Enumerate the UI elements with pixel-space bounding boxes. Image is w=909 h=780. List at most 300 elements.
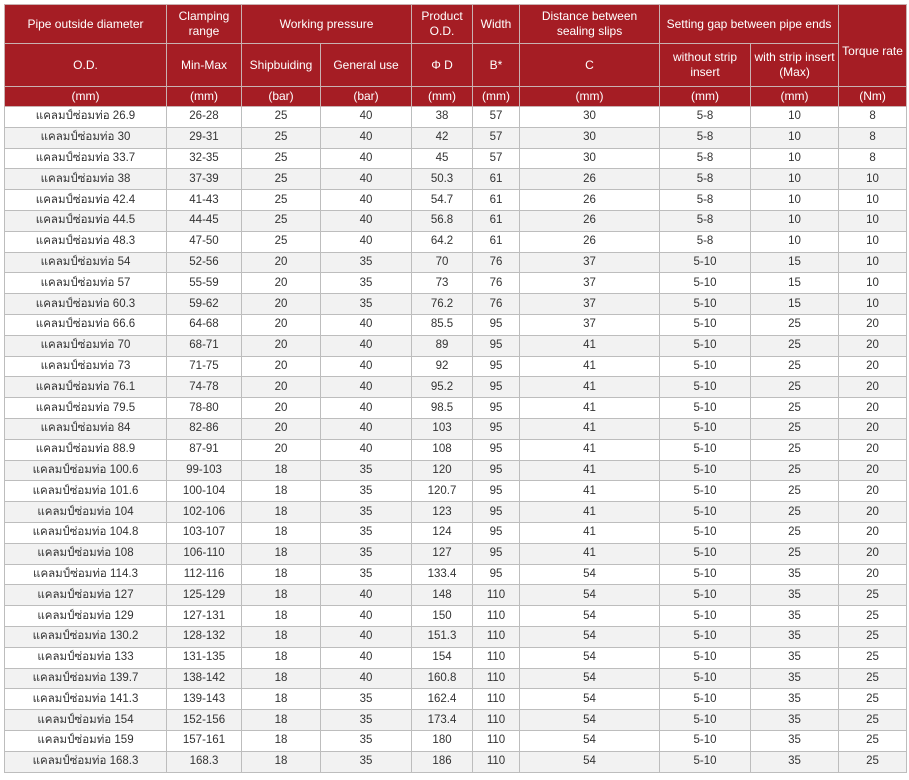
pipe-od-cell: แคลมป์ซ่อมท่อ 48.3 (5, 231, 167, 252)
clamping-range-cell: 71-75 (167, 356, 242, 377)
pipe-od-cell: แคลมป์ซ่อมท่อ 127 (5, 585, 167, 606)
gap-with-cell: 10 (751, 231, 839, 252)
torque-cell: 10 (839, 273, 907, 294)
pipe-od-cell: แคลมป์ซ่อมท่อ 141.3 (5, 689, 167, 710)
distance-cell: 54 (520, 668, 660, 689)
clamping-range-cell: 103-107 (167, 522, 242, 543)
width-cell: 95 (473, 522, 520, 543)
torque-cell: 25 (839, 730, 907, 751)
table-row (5, 169, 907, 190)
product-od-cell: 64.2 (412, 231, 473, 252)
gap-with-cell: 35 (751, 689, 839, 710)
shipbuilding-pressure-cell: 20 (242, 439, 321, 460)
unit-torque: (Nm) (839, 87, 907, 107)
spec-table (4, 4, 907, 773)
distance-cell: 54 (520, 730, 660, 751)
general-pressure-cell: 40 (321, 647, 412, 668)
product-od-cell: 148 (412, 585, 473, 606)
pipe-od-cell: แคลมป์ซ่อมท่อ 73 (5, 356, 167, 377)
gap-with-cell: 10 (751, 148, 839, 169)
pipe-od-cell: แคลมป์ซ่อมท่อ 42.4 (5, 190, 167, 211)
torque-cell: 20 (839, 460, 907, 481)
shipbuilding-pressure-cell: 18 (242, 522, 321, 543)
pipe-od-cell: แคลมป์ซ่อมท่อ 30 (5, 127, 167, 148)
product-od-cell: 56.8 (412, 210, 473, 231)
table-row (5, 606, 907, 627)
distance-cell: 37 (520, 294, 660, 315)
shipbuilding-pressure-cell: 25 (242, 148, 321, 169)
width-cell: 110 (473, 689, 520, 710)
general-pressure-cell: 35 (321, 543, 412, 564)
torque-cell: 20 (839, 314, 907, 335)
clamping-range-cell: 52-56 (167, 252, 242, 273)
pipe-od-cell: แคลมป์ซ่อมท่อ 88.9 (5, 439, 167, 460)
width-cell: 110 (473, 668, 520, 689)
product-od-cell: 85.5 (412, 314, 473, 335)
general-pressure-cell: 35 (321, 460, 412, 481)
gap-without-cell: 5-10 (660, 398, 751, 419)
shipbuilding-pressure-cell: 18 (242, 668, 321, 689)
unit-general: (bar) (321, 87, 412, 107)
torque-cell: 8 (839, 107, 907, 128)
gap-with-cell: 35 (751, 668, 839, 689)
width-cell: 76 (473, 252, 520, 273)
torque-cell: 20 (839, 439, 907, 460)
gap-without-cell: 5-10 (660, 710, 751, 731)
torque-cell: 20 (839, 502, 907, 523)
width-cell: 57 (473, 127, 520, 148)
distance-cell: 54 (520, 689, 660, 710)
shipbuilding-pressure-cell: 20 (242, 314, 321, 335)
general-pressure-cell: 35 (321, 252, 412, 273)
torque-cell: 10 (839, 190, 907, 211)
minmax-subheader: Min-Max (167, 44, 242, 87)
clamping-range-cell: 102-106 (167, 502, 242, 523)
general-pressure-cell: 40 (321, 314, 412, 335)
shipbuilding-pressure-cell: 18 (242, 647, 321, 668)
gap-with-cell: 35 (751, 710, 839, 731)
distance-cell: 54 (520, 606, 660, 627)
clamping-range-cell: 64-68 (167, 314, 242, 335)
shipbuilding-pressure-cell: 18 (242, 689, 321, 710)
gap-without-cell: 5-10 (660, 564, 751, 585)
clamping-range-cell: 68-71 (167, 335, 242, 356)
c-subheader: C (520, 44, 660, 87)
general-pressure-cell: 40 (321, 439, 412, 460)
clamping-range-cell: 82-86 (167, 418, 242, 439)
gap-with-cell: 35 (751, 626, 839, 647)
product-od-cell: 133.4 (412, 564, 473, 585)
width-cell: 95 (473, 502, 520, 523)
gap-without-cell: 5-8 (660, 231, 751, 252)
clamping-range-cell: 125-129 (167, 585, 242, 606)
shipbuilding-pressure-cell: 25 (242, 231, 321, 252)
gap-with-cell: 35 (751, 647, 839, 668)
torque-cell: 10 (839, 252, 907, 273)
gap-with-cell: 25 (751, 522, 839, 543)
shipbuilding-pressure-cell: 20 (242, 356, 321, 377)
product-od-cell: 42 (412, 127, 473, 148)
gap-with-cell: 10 (751, 169, 839, 190)
clamping-range-cell: 152-156 (167, 710, 242, 731)
distance-cell: 30 (520, 127, 660, 148)
gap-without-cell: 5-10 (660, 522, 751, 543)
working-pressure-header: Working pressure (242, 5, 412, 44)
distance-cell: 41 (520, 522, 660, 543)
product-od-cell: 120.7 (412, 481, 473, 502)
unit-without: (mm) (660, 87, 751, 107)
table-row (5, 252, 907, 273)
torque-cell: 25 (839, 606, 907, 627)
general-pressure-cell: 40 (321, 398, 412, 419)
shipbuilding-pressure-cell: 20 (242, 335, 321, 356)
distance-cell: 54 (520, 751, 660, 772)
gap-with-cell: 25 (751, 314, 839, 335)
gap-with-cell: 10 (751, 107, 839, 128)
general-pressure-cell: 40 (321, 127, 412, 148)
table-row (5, 398, 907, 419)
clamping-range-cell: 168.3 (167, 751, 242, 772)
shipbuilding-pressure-cell: 25 (242, 190, 321, 211)
gap-without-cell: 5-8 (660, 210, 751, 231)
table-row (5, 210, 907, 231)
shipbuilding-pressure-cell: 20 (242, 398, 321, 419)
general-pressure-cell: 35 (321, 502, 412, 523)
gap-without-cell: 5-10 (660, 481, 751, 502)
shipbuilding-pressure-cell: 20 (242, 418, 321, 439)
width-cell: 110 (473, 751, 520, 772)
pipe-od-cell: แคลมป์ซ่อมท่อ 159 (5, 730, 167, 751)
gap-with-cell: 10 (751, 190, 839, 211)
distance-cell: 26 (520, 190, 660, 211)
gap-with-cell: 35 (751, 606, 839, 627)
table-row (5, 107, 907, 128)
table-row (5, 668, 907, 689)
gap-without-cell: 5-10 (660, 689, 751, 710)
shipbuilding-pressure-cell: 20 (242, 273, 321, 294)
torque-cell: 20 (839, 481, 907, 502)
clamping-range-header: Clamping range (167, 5, 242, 44)
gap-without-cell: 5-8 (660, 127, 751, 148)
table-body (5, 107, 907, 773)
gap-without-cell: 5-10 (660, 314, 751, 335)
product-od-cell: 50.3 (412, 169, 473, 190)
width-cell: 95 (473, 439, 520, 460)
gap-with-cell: 35 (751, 564, 839, 585)
gap-with-cell: 25 (751, 418, 839, 439)
general-pressure-cell: 40 (321, 418, 412, 439)
table-row (5, 689, 907, 710)
general-pressure-cell: 35 (321, 522, 412, 543)
torque-cell: 8 (839, 148, 907, 169)
gap-with-cell: 25 (751, 335, 839, 356)
pipe-od-cell: แคลมป์ซ่อมท่อ 104.8 (5, 522, 167, 543)
gap-without-cell: 5-10 (660, 460, 751, 481)
gap-with-cell: 25 (751, 481, 839, 502)
general-pressure-cell: 40 (321, 335, 412, 356)
torque-cell: 20 (839, 418, 907, 439)
product-od-cell: 76.2 (412, 294, 473, 315)
distance-cell: 37 (520, 314, 660, 335)
table-row (5, 294, 907, 315)
torque-cell: 20 (839, 522, 907, 543)
gap-with-cell: 25 (751, 377, 839, 398)
clamping-range-cell: 112-116 (167, 564, 242, 585)
torque-cell: 20 (839, 356, 907, 377)
torque-cell: 25 (839, 689, 907, 710)
width-cell: 110 (473, 647, 520, 668)
general-pressure-cell: 40 (321, 356, 412, 377)
table-row (5, 585, 907, 606)
gap-without-cell: 5-10 (660, 273, 751, 294)
unit-with: (mm) (751, 87, 839, 107)
distance-cell: 41 (520, 502, 660, 523)
product-od-cell: 92 (412, 356, 473, 377)
width-cell: 95 (473, 564, 520, 585)
unit-distance: (mm) (520, 87, 660, 107)
distance-cell: 41 (520, 439, 660, 460)
clamping-range-cell: 47-50 (167, 231, 242, 252)
table-row (5, 231, 907, 252)
clamping-range-cell: 74-78 (167, 377, 242, 398)
width-cell: 110 (473, 585, 520, 606)
distance-cell: 54 (520, 626, 660, 647)
gap-with-cell: 35 (751, 751, 839, 772)
clamping-range-cell: 128-132 (167, 626, 242, 647)
torque-cell: 25 (839, 626, 907, 647)
unit-shipbuilding: (bar) (242, 87, 321, 107)
b-subheader: B* (473, 44, 520, 87)
pipe-od-cell: แคลมป์ซ่อมท่อ 66.6 (5, 314, 167, 335)
table-row (5, 543, 907, 564)
gap-without-cell: 5-10 (660, 356, 751, 377)
general-pressure-cell: 40 (321, 606, 412, 627)
shipbuilding-pressure-cell: 18 (242, 564, 321, 585)
gap-without-cell: 5-10 (660, 543, 751, 564)
table-row (5, 127, 907, 148)
general-pressure-cell: 40 (321, 210, 412, 231)
clamping-range-cell: 99-103 (167, 460, 242, 481)
gap-without-cell: 5-8 (660, 190, 751, 211)
pipe-od-cell: แคลมป์ซ่อมท่อ 168.3 (5, 751, 167, 772)
table-row (5, 502, 907, 523)
shipbuilding-pressure-cell: 18 (242, 481, 321, 502)
clamping-range-cell: 138-142 (167, 668, 242, 689)
general-pressure-cell: 40 (321, 377, 412, 398)
gap-without-cell: 5-10 (660, 751, 751, 772)
clamping-range-cell: 139-143 (167, 689, 242, 710)
distance-cell: 54 (520, 647, 660, 668)
pipe-od-cell: แคลมป์ซ่อมท่อ 139.7 (5, 668, 167, 689)
distance-cell: 54 (520, 564, 660, 585)
width-cell: 110 (473, 606, 520, 627)
table-row (5, 190, 907, 211)
width-cell: 95 (473, 543, 520, 564)
gap-without-cell: 5-8 (660, 107, 751, 128)
width-cell: 61 (473, 231, 520, 252)
pipe-od-cell: แคลมป์ซ่อมท่อ 130.2 (5, 626, 167, 647)
width-cell: 95 (473, 481, 520, 502)
general-pressure-cell: 35 (321, 710, 412, 731)
general-pressure-cell: 35 (321, 564, 412, 585)
unit-clamping: (mm) (167, 87, 242, 107)
shipbuilding-pressure-cell: 18 (242, 543, 321, 564)
shipbuilding-pressure-cell: 25 (242, 107, 321, 128)
gap-without-cell: 5-10 (660, 606, 751, 627)
clamping-range-cell: 55-59 (167, 273, 242, 294)
general-pressure-cell: 35 (321, 481, 412, 502)
torque-cell: 8 (839, 127, 907, 148)
pipe-od-cell: แคลมป์ซ่อมท่อ 44.5 (5, 210, 167, 231)
clamping-range-cell: 157-161 (167, 730, 242, 751)
general-pressure-cell: 40 (321, 107, 412, 128)
gap-without-cell: 5-10 (660, 626, 751, 647)
width-cell: 95 (473, 356, 520, 377)
width-cell: 61 (473, 169, 520, 190)
general-pressure-cell: 35 (321, 294, 412, 315)
product-od-cell: 89 (412, 335, 473, 356)
phi-d-subheader: Φ D (412, 44, 473, 87)
width-cell: 110 (473, 626, 520, 647)
general-pressure-cell: 40 (321, 668, 412, 689)
general-pressure-cell: 40 (321, 169, 412, 190)
gap-without-cell: 5-10 (660, 252, 751, 273)
clamping-range-cell: 87-91 (167, 439, 242, 460)
gap-with-cell: 25 (751, 543, 839, 564)
pipe-od-cell: แคลมป์ซ่อมท่อ 54 (5, 252, 167, 273)
pipe-od-cell: แคลมป์ซ่อมท่อ 26.9 (5, 107, 167, 128)
clamping-range-cell: 131-135 (167, 647, 242, 668)
gap-with-cell: 25 (751, 398, 839, 419)
table-row (5, 626, 907, 647)
gap-with-cell: 25 (751, 356, 839, 377)
distance-cell: 54 (520, 585, 660, 606)
torque-rate-header: Torque rate (839, 5, 907, 87)
gap-without-cell: 5-10 (660, 439, 751, 460)
pipe-od-cell: แคลมป์ซ่อมท่อ 100.6 (5, 460, 167, 481)
distance-cell: 41 (520, 398, 660, 419)
product-od-cell: 38 (412, 107, 473, 128)
product-od-cell: 173.4 (412, 710, 473, 731)
gap-with-cell: 25 (751, 460, 839, 481)
pipe-od-cell: แคลมป์ซ่อมท่อ 33.7 (5, 148, 167, 169)
distance-cell: 26 (520, 231, 660, 252)
width-cell: 57 (473, 107, 520, 128)
gap-with-cell: 15 (751, 294, 839, 315)
pipe-od-cell: แคลมป์ซ่อมท่อ 84 (5, 418, 167, 439)
width-cell: 95 (473, 377, 520, 398)
table-row (5, 335, 907, 356)
torque-cell: 20 (839, 377, 907, 398)
distance-cell: 41 (520, 543, 660, 564)
product-od-cell: 127 (412, 543, 473, 564)
table-row (5, 356, 907, 377)
torque-cell: 25 (839, 647, 907, 668)
shipbuilding-pressure-cell: 25 (242, 169, 321, 190)
pipe-od-cell: แคลมป์ซ่อมท่อ 133 (5, 647, 167, 668)
product-od-cell: 150 (412, 606, 473, 627)
general-pressure-cell: 40 (321, 231, 412, 252)
general-use-subheader: General use (321, 44, 412, 87)
general-pressure-cell: 35 (321, 273, 412, 294)
table-row (5, 377, 907, 398)
gap-without-cell: 5-10 (660, 502, 751, 523)
pipe-od-cell: แคลมป์ซ่อมท่อ 101.6 (5, 481, 167, 502)
width-cell: 95 (473, 418, 520, 439)
table-row (5, 481, 907, 502)
pipe-od-cell: แคลมป์ซ่อมท่อ 60.3 (5, 294, 167, 315)
width-cell: 110 (473, 730, 520, 751)
torque-cell: 25 (839, 751, 907, 772)
product-od-cell: 98.5 (412, 398, 473, 419)
shipbuilding-pressure-cell: 18 (242, 751, 321, 772)
table-row (5, 273, 907, 294)
torque-cell: 25 (839, 710, 907, 731)
distance-cell: 37 (520, 273, 660, 294)
general-pressure-cell: 40 (321, 585, 412, 606)
setting-gap-header: Setting gap between pipe ends (660, 5, 839, 44)
gap-without-cell: 5-10 (660, 294, 751, 315)
product-od-cell: 73 (412, 273, 473, 294)
table-row (5, 418, 907, 439)
gap-without-cell: 5-10 (660, 418, 751, 439)
torque-cell: 20 (839, 335, 907, 356)
general-pressure-cell: 35 (321, 689, 412, 710)
general-pressure-cell: 40 (321, 148, 412, 169)
without-strip-subheader: without strip insert (660, 44, 751, 87)
torque-cell: 20 (839, 398, 907, 419)
gap-with-cell: 25 (751, 502, 839, 523)
distance-header: Distance between sealing slips (520, 5, 660, 44)
clamping-range-cell: 32-35 (167, 148, 242, 169)
distance-cell: 41 (520, 418, 660, 439)
gap-without-cell: 5-10 (660, 647, 751, 668)
width-cell: 76 (473, 273, 520, 294)
product-od-cell: 162.4 (412, 689, 473, 710)
shipbuilding-pressure-cell: 18 (242, 585, 321, 606)
product-od-cell: 45 (412, 148, 473, 169)
general-pressure-cell: 40 (321, 626, 412, 647)
shipbuilding-pressure-cell: 18 (242, 730, 321, 751)
product-od-cell: 151.3 (412, 626, 473, 647)
gap-without-cell: 5-8 (660, 148, 751, 169)
table-row (5, 647, 907, 668)
product-od-cell: 54.7 (412, 190, 473, 211)
pipe-od-cell: แคลมป์ซ่อมท่อ 79.5 (5, 398, 167, 419)
clamping-range-cell: 59-62 (167, 294, 242, 315)
table-row (5, 314, 907, 335)
shipbuilding-pressure-cell: 18 (242, 710, 321, 731)
shipbuilding-pressure-cell: 18 (242, 502, 321, 523)
clamping-range-cell: 41-43 (167, 190, 242, 211)
width-cell: 57 (473, 148, 520, 169)
table-header (5, 5, 907, 107)
torque-cell: 10 (839, 231, 907, 252)
table-row (5, 730, 907, 751)
pipe-od-cell: แคลมป์ซ่อมท่อ 76.1 (5, 377, 167, 398)
product-od-cell: 103 (412, 418, 473, 439)
clamping-range-cell: 100-104 (167, 481, 242, 502)
pipe-od-cell: แคลมป์ซ่อมท่อ 70 (5, 335, 167, 356)
table-row (5, 460, 907, 481)
torque-cell: 10 (839, 210, 907, 231)
shipbuilding-pressure-cell: 25 (242, 127, 321, 148)
distance-cell: 41 (520, 481, 660, 502)
pipe-od-cell: แคลมป์ซ่อมท่อ 38 (5, 169, 167, 190)
pipe-od-cell: แคลมป์ซ่อมท่อ 154 (5, 710, 167, 731)
table-row (5, 564, 907, 585)
gap-with-cell: 35 (751, 730, 839, 751)
